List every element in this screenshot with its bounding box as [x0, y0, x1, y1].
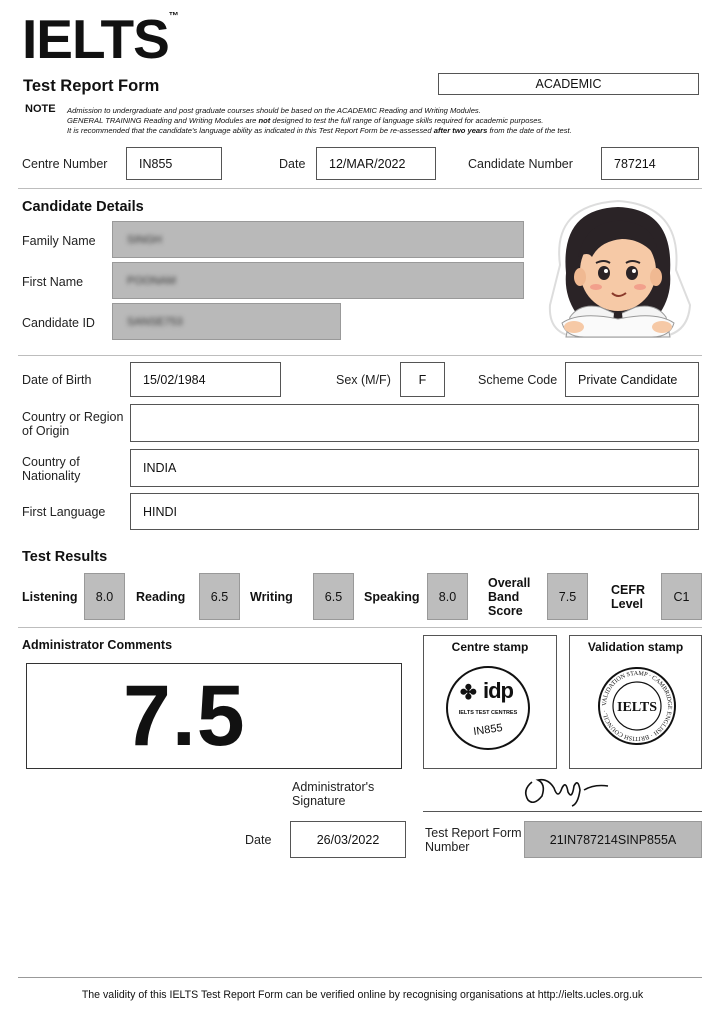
scheme-code-label: Scheme Code: [478, 373, 558, 387]
divider: [18, 627, 702, 628]
candidate-details-title: Candidate Details: [22, 199, 144, 215]
note-line-3: It is recommended that the candidate's language ability as indicated in this Test Report Form be re-assessed after two years from the date of the test.: [67, 126, 572, 135]
validation-ring-text: VALIDATION STAMP · CAMBRIDGE ENGLISH · BRITISH COUNCIL ·: [600, 669, 674, 743]
centre-number-label: Centre Number: [22, 157, 108, 171]
idp-logo: idp: [483, 678, 513, 703]
validation-stamp-box: [569, 635, 702, 769]
idp-caption: IELTS TEST CENTRES: [458, 710, 518, 716]
idp-stamp: [446, 666, 530, 750]
first-language-field: HINDI: [130, 493, 699, 530]
listening-label: Listening: [22, 590, 78, 604]
overall-band-score: 7.5: [547, 573, 588, 620]
centre-stamp-title: Centre stamp: [451, 640, 529, 654]
cefr-level: C1: [661, 573, 702, 620]
scheme-code-field: Private Candidate: [565, 362, 699, 397]
candidate-number-field: 787214: [601, 147, 699, 180]
first-language-label: First Language: [22, 505, 106, 519]
signature-line: [423, 811, 702, 812]
footer-text: The validity of this IELTS Test Report Form can be verified online by recognising organisations at http://ielts.ucles.org.uk: [81, 989, 644, 1001]
admin-signature: [518, 770, 613, 810]
note-text: [67, 106, 572, 136]
test-date-field: 12/MAR/2022: [316, 147, 436, 180]
country-origin-field: [130, 404, 699, 442]
admin-signature-label: Administrator's Signature: [292, 780, 375, 808]
first-name-field: POONAM: [112, 262, 524, 299]
candidate-id-label: Candidate ID: [22, 316, 95, 330]
centre-stamp-box: [423, 635, 557, 769]
nationality-field: INDIA: [130, 449, 699, 487]
trf-number-field: 21IN787214SINP855A: [524, 821, 702, 858]
writing-score: 6.5: [313, 573, 354, 620]
issue-date-field: 26/03/2022: [290, 821, 406, 858]
idp-code: IN855: [472, 722, 504, 738]
writing-label: Writing: [250, 590, 293, 604]
module-value: ACADEMIC: [535, 77, 602, 91]
validation-center-text: IELTS: [617, 700, 657, 715]
centre-number-field: IN855: [126, 147, 222, 180]
trademark: ™: [168, 11, 178, 22]
dob-label: Date of Birth: [22, 373, 92, 387]
ielts-logo: [22, 8, 178, 70]
admin-comments-box: [26, 663, 402, 769]
candidate-number-label: Candidate Number: [468, 157, 573, 171]
validation-stamp-title: Validation stamp: [587, 640, 684, 654]
divider: [18, 188, 702, 189]
note-line-2: GENERAL TRAINING Reading and Writing Modules are not designed to test the full range of language skills required for academic purposes.: [67, 116, 544, 125]
first-name-label: First Name: [22, 275, 84, 289]
overall-band-label: Overall Band Score: [488, 576, 531, 618]
note-label: NOTE: [25, 103, 56, 115]
admin-comments-title: Administrator Comments: [22, 638, 173, 652]
family-name-field: SINGH: [112, 221, 524, 258]
logo-text: IELTS: [22, 8, 169, 70]
cefr-label: CEFR Level: [611, 583, 646, 611]
dob-field: 15/02/1984: [130, 362, 281, 397]
candidate-photo: [540, 195, 695, 350]
country-origin-label: Country or Region of Origin: [22, 410, 124, 438]
issue-date-label: Date: [245, 833, 272, 847]
nationality-label: Country of Nationality: [22, 455, 81, 483]
sex-label: Sex (M/F): [336, 373, 391, 387]
divider: [18, 355, 702, 356]
speaking-score: 8.0: [427, 573, 468, 620]
reading-label: Reading: [136, 590, 186, 604]
reading-score: 6.5: [199, 573, 240, 620]
test-results-title: Test Results: [22, 549, 108, 565]
admin-comment-value: 7.5: [123, 668, 246, 764]
listening-score: 8.0: [84, 573, 125, 620]
idp-icon: ✤: [460, 682, 477, 704]
note-line-1: Admission to undergraduate and post graduate courses should be based on the ACADEMIC Reading and Writing Modules.: [67, 106, 481, 115]
trf-number-label: Test Report Form Number: [425, 826, 522, 854]
speaking-label: Speaking: [364, 590, 420, 604]
candidate-id-field: SANSE753: [112, 303, 341, 340]
date-label: Date: [279, 157, 306, 171]
validation-stamp: [597, 666, 677, 746]
module-box: [438, 73, 699, 95]
form-title: Test Report Form: [23, 77, 160, 95]
footer-line: [18, 977, 702, 978]
sex-field: F: [400, 362, 445, 397]
family-name-label: Family Name: [22, 234, 96, 248]
